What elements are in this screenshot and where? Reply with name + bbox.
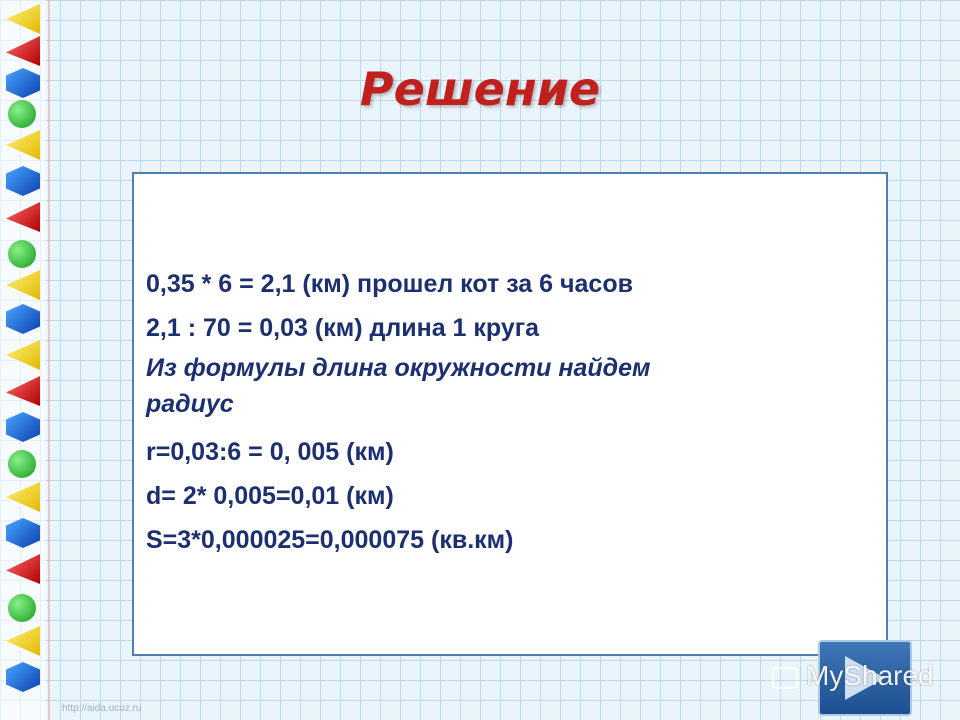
source-url: http://aida.ucoz.ru [62, 703, 142, 714]
yellow-triangle-icon [6, 482, 40, 512]
blue-cube-icon [6, 662, 40, 692]
solution-box [132, 172, 888, 656]
solution-line-4: радиус [146, 390, 234, 418]
blue-cube-icon [6, 518, 40, 548]
blue-cube-icon [6, 304, 40, 334]
green-ball-icon [8, 594, 36, 622]
solution-line-1: 0,35 * 6 = 2,1 (км) прошел кот за 6 часов [146, 270, 633, 298]
blue-cube-icon [6, 166, 40, 196]
solution-line-6: d= 2* 0,005=0,01 (км) [146, 482, 394, 510]
red-pyramid-icon [6, 376, 40, 406]
presentation-board-icon [772, 667, 798, 689]
solution-line-5: r=0,03:6 = 0, 005 (км) [146, 438, 394, 466]
solution-line-7: S=3*0,000025=0,000075 (кв.км) [146, 526, 514, 554]
red-pyramid-icon [6, 202, 40, 232]
slide-title: Решение [359, 62, 601, 116]
yellow-triangle-icon [6, 270, 40, 300]
solution-line-3: Из формулы длина окружности найдем [146, 354, 651, 382]
solution-line-2: 2,1 : 70 = 0,03 (км) длина 1 круга [146, 314, 540, 342]
solution-lines [146, 262, 866, 562]
red-pyramid-icon [6, 554, 40, 584]
watermark-text: MyShared [806, 660, 934, 691]
green-ball-icon [8, 450, 36, 478]
yellow-triangle-icon [6, 130, 40, 160]
watermark [772, 660, 934, 692]
yellow-triangle-icon [6, 340, 40, 370]
yellow-triangle-icon [6, 626, 40, 656]
green-ball-icon [8, 240, 36, 268]
yellow-triangle-icon [6, 4, 40, 34]
blue-cube-icon [6, 412, 40, 442]
line-gap [146, 422, 866, 430]
